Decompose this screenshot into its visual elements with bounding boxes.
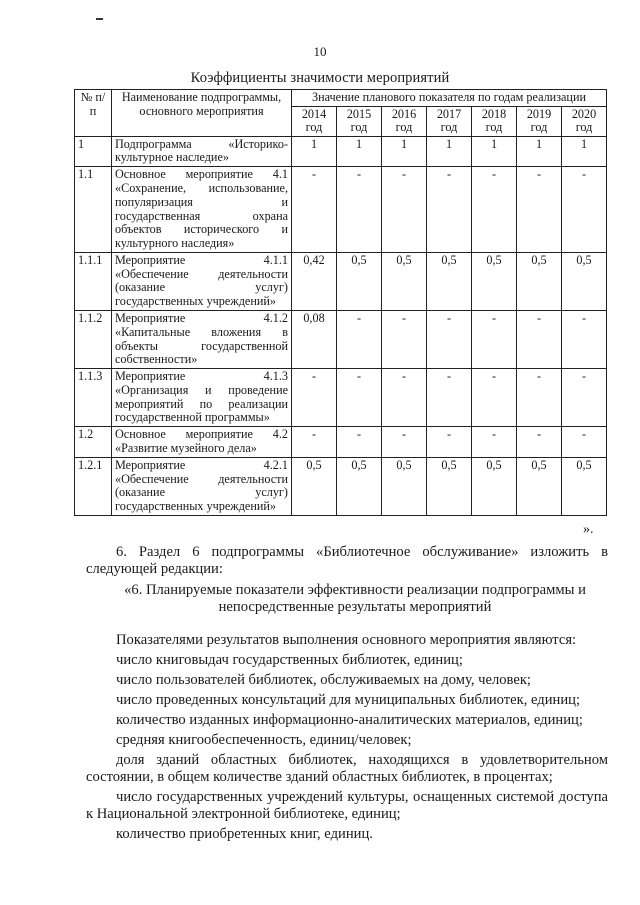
row-value: - [337, 369, 382, 427]
row-value: 0,5 [382, 457, 427, 515]
header-year: 2016 год [382, 106, 427, 136]
indicator-item: число пользователей библиотек, обслуживаемых на дому, человек; [116, 672, 531, 688]
row-value: - [517, 369, 562, 427]
row-value: 0,5 [427, 252, 472, 310]
header-year: 2017 год [427, 106, 472, 136]
row-value: - [292, 369, 337, 427]
row-value: 0,5 [517, 457, 562, 515]
section-heading-block [120, 582, 590, 616]
row-number: 1.1.1 [75, 252, 112, 310]
row-name: Основное мероприятие 4.2 «Развитие музейного дела» [112, 427, 292, 458]
table-title: Коэффициенты значимости мероприятий [190, 70, 450, 86]
row-value: - [562, 369, 607, 427]
row-value: 0,5 [337, 457, 382, 515]
row-value: - [562, 311, 607, 369]
row-value: - [562, 427, 607, 458]
row-name: Мероприятие 4.1.3 «Организация и проведение мероприятий по реализации государственной программы» [112, 369, 292, 427]
table-row [75, 252, 607, 310]
row-value: - [382, 311, 427, 369]
row-value: - [517, 311, 562, 369]
row-value: 0,5 [382, 252, 427, 310]
row-name: Мероприятие 4.1.2 «Капитальные вложения в объекты государственной собственности» [112, 311, 292, 369]
row-value: 0,5 [472, 457, 517, 515]
closing-quote: ». [583, 522, 594, 537]
row-value: 1 [292, 136, 337, 167]
row-value: 1 [382, 136, 427, 167]
table-row [75, 311, 607, 369]
row-name: Мероприятие 4.2.1 «Обеспечение деятельности (оказание услуг) государственных учреждений» [112, 457, 292, 515]
table-row [75, 369, 607, 427]
row-value: - [427, 311, 472, 369]
page-number: 10 [313, 44, 327, 59]
indicator-list [86, 652, 608, 843]
row-value: - [337, 311, 382, 369]
row-value: 0,5 [337, 252, 382, 310]
row-value: - [337, 427, 382, 458]
row-value: 1 [472, 136, 517, 167]
table-row [75, 457, 607, 515]
row-value: - [292, 427, 337, 458]
scan-mark [96, 18, 103, 20]
header-num: № п/п [75, 90, 112, 137]
row-value: - [472, 427, 517, 458]
row-value: 1 [337, 136, 382, 167]
row-value: - [292, 167, 337, 253]
indicator-item: число проведенных консультаций для муниципальных библиотек, единиц; [116, 692, 581, 708]
indicator-item: количество изданных информационно-аналитических материалов, единиц; [116, 712, 583, 728]
row-value: 0,5 [517, 252, 562, 310]
row-value: 0,5 [472, 252, 517, 310]
row-value: - [382, 369, 427, 427]
section-text-block [86, 544, 608, 578]
row-value: - [472, 167, 517, 253]
table-row [75, 167, 607, 253]
row-value: 1 [562, 136, 607, 167]
row-value: 0,5 [292, 457, 337, 515]
row-value: - [472, 369, 517, 427]
row-value: 0,08 [292, 311, 337, 369]
table-row [75, 427, 607, 458]
row-number: 1.2.1 [75, 457, 112, 515]
row-value: 0,5 [427, 457, 472, 515]
row-value: - [517, 167, 562, 253]
row-name: Подпрограмма «Историко-культурное наследие» [112, 136, 292, 167]
row-value: - [427, 369, 472, 427]
section-heading: «6. Планируемые показатели эффективности реализации подпрограммы и непосредственные результаты мероприятий [124, 582, 586, 615]
row-value: - [337, 167, 382, 253]
row-value: 1 [517, 136, 562, 167]
indicators-block [86, 632, 608, 846]
header-name: Наименование подпрограммы, основного мероприятия [112, 90, 292, 137]
row-value: 0,5 [562, 252, 607, 310]
table-row [75, 136, 607, 167]
row-number: 1.1 [75, 167, 112, 253]
row-number: 1 [75, 136, 112, 167]
row-value: - [517, 427, 562, 458]
coefficients-table [74, 89, 607, 516]
indicator-item: число государственных учреждений культуры, оснащенных системой доступа к Национальной электронной библиотеке, единиц; [86, 789, 608, 822]
header-values-group: Значение планового показателя по годам реализации [292, 90, 607, 107]
row-value: - [382, 167, 427, 253]
row-value: - [427, 167, 472, 253]
row-value: - [382, 427, 427, 458]
row-value: - [427, 427, 472, 458]
row-name: Основное мероприятие 4.1 «Сохранение, использование, популяризация и государственная охрана объектов исторического и культурного наследия» [112, 167, 292, 253]
row-value: - [562, 167, 607, 253]
indicator-item: доля зданий областных библиотек, находящихся в удовлетворительном состоянии, в общем количестве зданий областных библиотек, в процентах; [86, 752, 608, 785]
header-year: 2020 год [562, 106, 607, 136]
row-value: 0,5 [562, 457, 607, 515]
row-number: 1.2 [75, 427, 112, 458]
row-value: 0,42 [292, 252, 337, 310]
indicator-item: количество приобретенных книг, единиц. [116, 826, 373, 842]
header-year: 2018 год [472, 106, 517, 136]
header-year: 2019 год [517, 106, 562, 136]
row-number: 1.1.2 [75, 311, 112, 369]
indicators-intro: Показателями результатов выполнения основного мероприятия являются: [116, 632, 577, 648]
row-number: 1.1.3 [75, 369, 112, 427]
header-year: 2014 год [292, 106, 337, 136]
section-text: 6. Раздел 6 подпрограммы «Библиотечное обслуживание» изложить в следующей редакции: [86, 544, 608, 577]
indicator-item: число книговыдач государственных библиотек, единиц; [116, 652, 463, 668]
row-value: - [472, 311, 517, 369]
header-year: 2015 год [337, 106, 382, 136]
row-value: 1 [427, 136, 472, 167]
indicator-item: средняя книгообеспеченность, единиц/человек; [116, 732, 412, 748]
row-name: Мероприятие 4.1.1 «Обеспечение деятельности (оказание услуг) государственных учреждений» [112, 252, 292, 310]
